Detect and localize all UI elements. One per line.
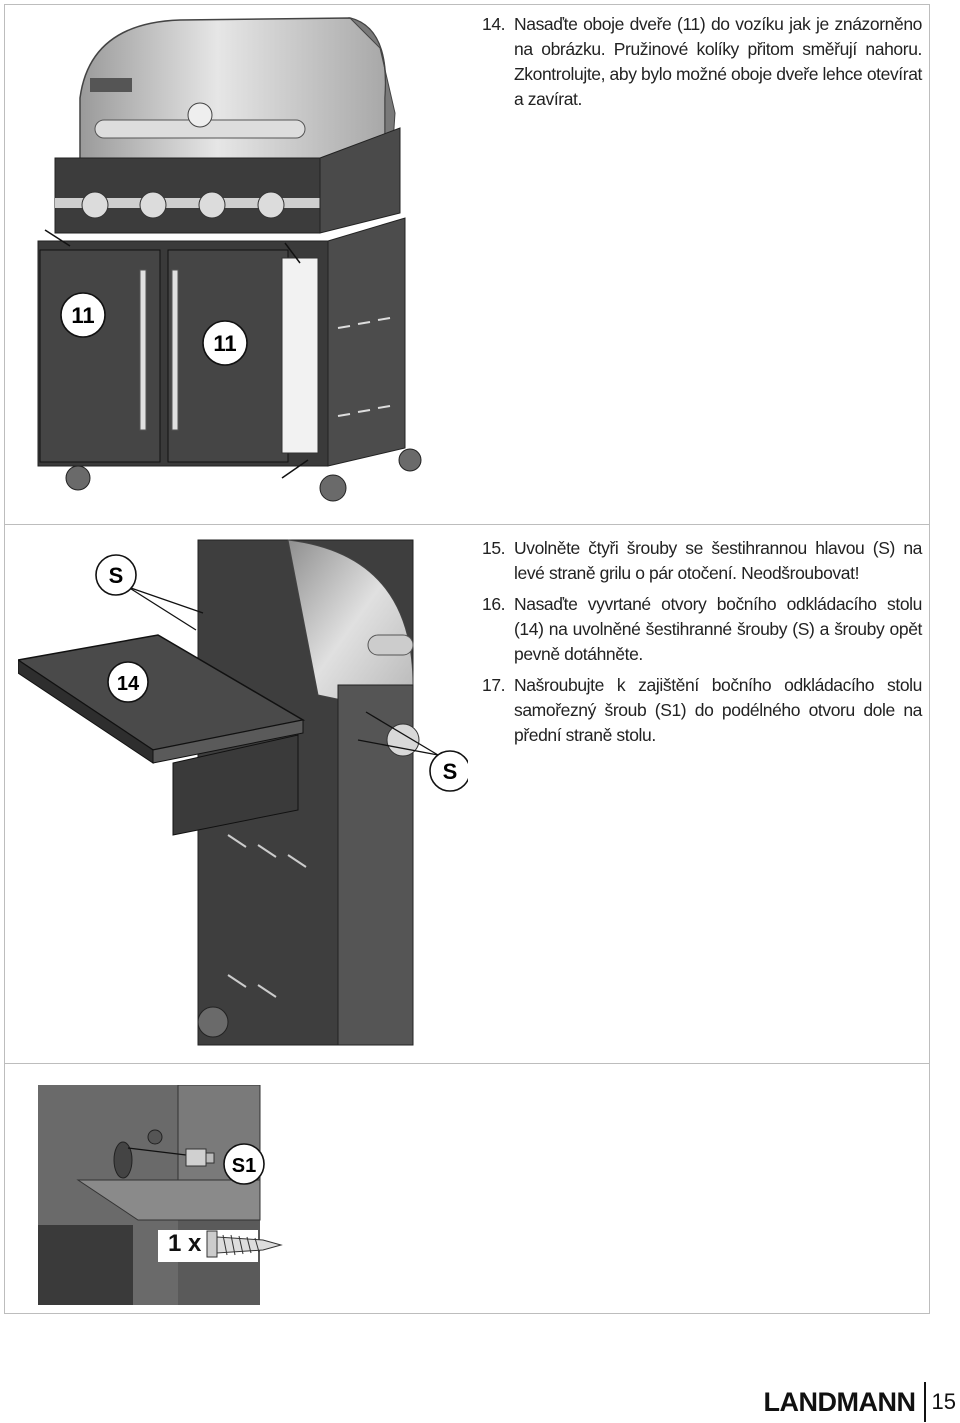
step-number: 16.	[482, 594, 506, 614]
self-tapping-screw-icon	[205, 1225, 285, 1265]
step-number: 14.	[482, 14, 506, 34]
step-text: Nasaďte vyvrtané otvory bočního odkládacího stolu (14) na uvolněné šestihranné šrouby (S) a šrouby opět pevně dotáhněte.	[514, 594, 922, 664]
page-footer	[764, 1382, 960, 1422]
callout-14: 14	[116, 673, 140, 695]
callout-s-top: S	[108, 563, 124, 588]
brand-logo: LANDMANN	[763, 1386, 916, 1417]
figure-screw-detail	[38, 1085, 288, 1307]
callout-door-left: 11	[71, 303, 95, 328]
callout-door-right: 11	[213, 331, 237, 356]
section-divider	[4, 1063, 930, 1064]
step-text: Našroubujte k zajištění bočního odkládacího stolu samořezný šroub (S1) do podélného otvoru dole na přední straně stolu.	[514, 675, 922, 745]
section-divider	[4, 524, 930, 525]
screw-quantity: 1 x	[168, 1230, 202, 1257]
step-number: 15.	[482, 538, 506, 558]
step-text: Uvolněte čtyři šrouby se šestihrannou hlavou (S) na levé straně grilu o pár otočení. Neodšroubovat!	[514, 538, 922, 583]
callout-s1: S1	[231, 1155, 257, 1177]
callout-s-bottom: S	[442, 759, 458, 784]
figure-side-table	[18, 535, 468, 1047]
steps-15-17	[482, 536, 922, 748]
step-14	[482, 12, 922, 112]
page-number: 15	[931, 1389, 956, 1414]
figure-grill-doors	[20, 8, 460, 513]
step-number: 17.	[482, 675, 506, 695]
step-text: Nasaďte oboje dveře (11) do vozíku jak je znázorněno na obrázku. Pružinové kolíky přitom směřují nahoru. Zkontrolujte, aby bylo možné oboje dveře lehce otevírat a zavírat.	[514, 14, 922, 109]
